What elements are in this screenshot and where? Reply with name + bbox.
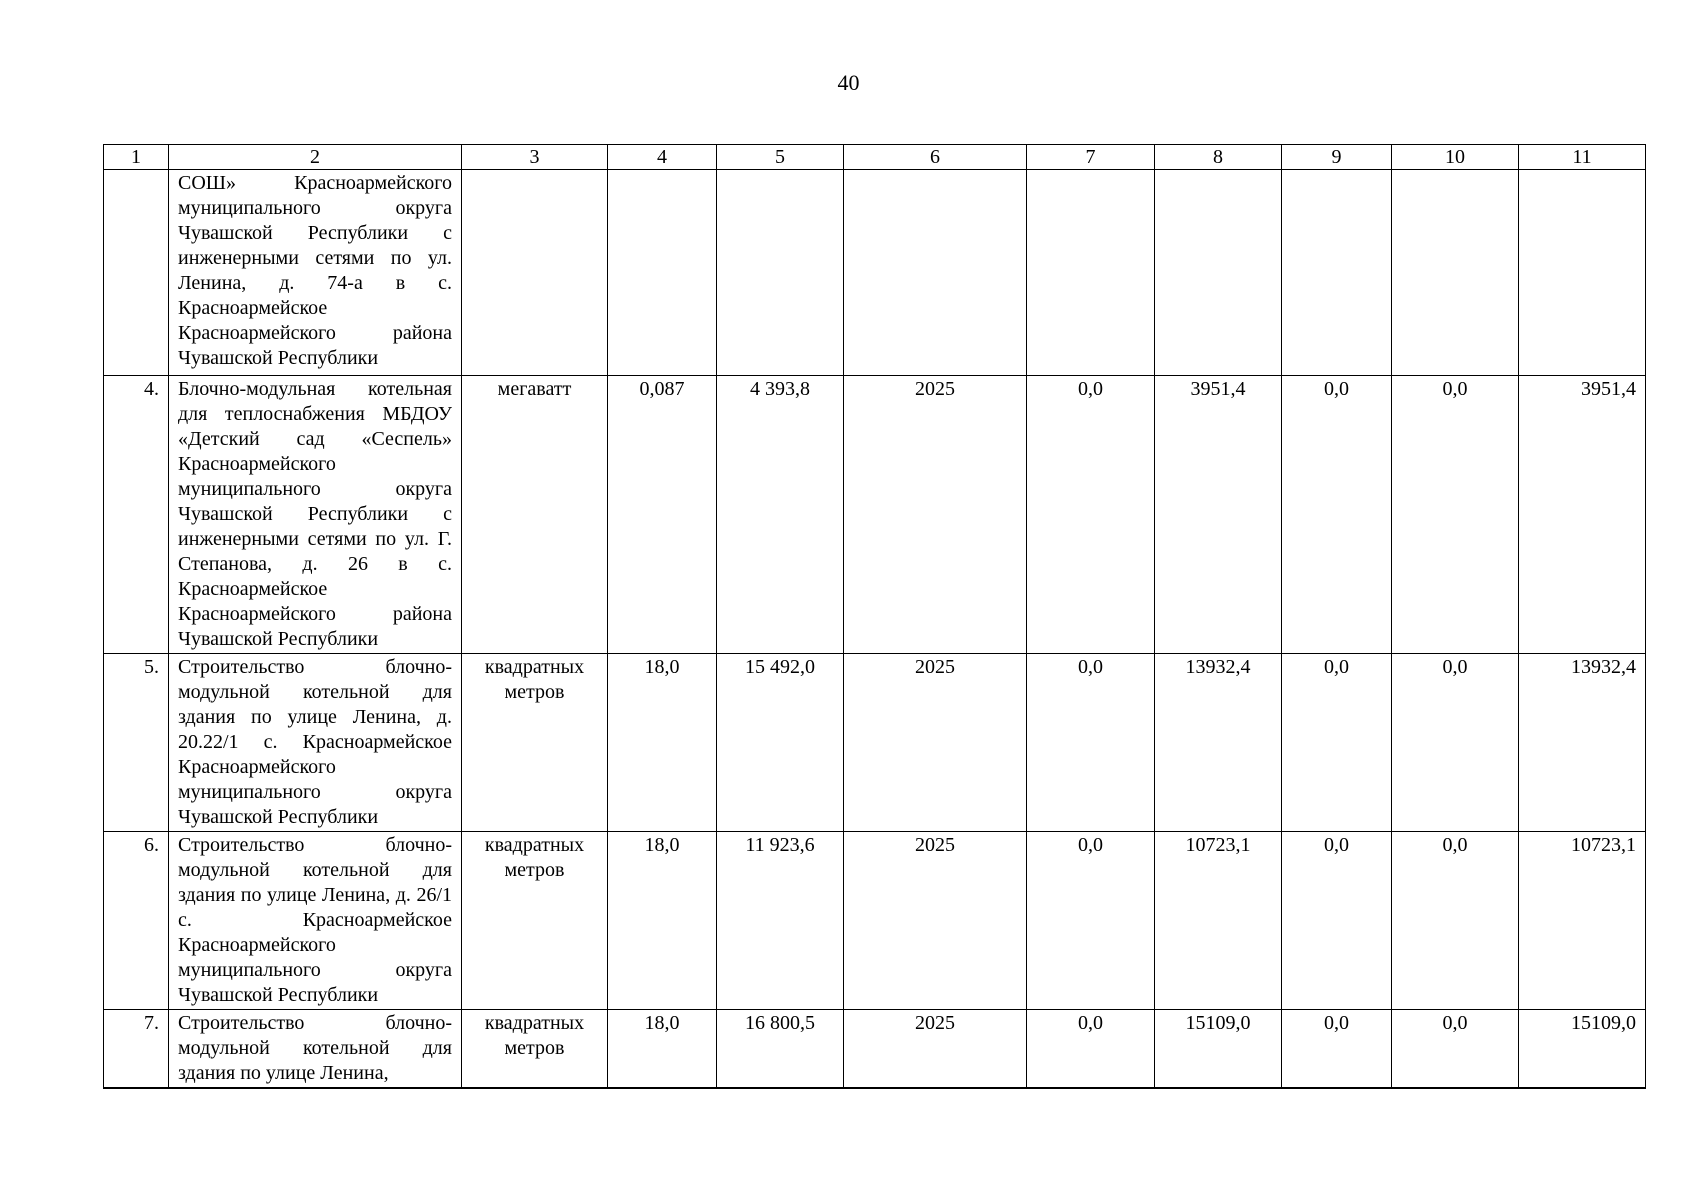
row-total: 15109,0 [1519,1010,1646,1089]
row-cost [717,170,844,376]
row-capacity: 0,087 [608,376,717,654]
row-col8: 10723,1 [1155,832,1282,1010]
row-unit: квадратных метров [462,654,608,832]
row-total: 3951,4 [1519,376,1646,654]
row-total: 13932,4 [1519,654,1646,832]
column-header: 5 [717,145,844,170]
row-number [104,170,169,376]
row-description: Строительство блочно- модульной котельной для здания по улице Ленина, д. 26/1 с. Красноармейское Красноармейского муниципального округа Чувашской Республики [169,832,462,1010]
row-number: 7. [104,1010,169,1089]
table-row [104,170,1646,376]
row-capacity: 18,0 [608,1010,717,1089]
row-number: 6. [104,832,169,1010]
row-col7: 0,0 [1027,376,1155,654]
row-col9: 0,0 [1282,1010,1392,1089]
table-row [104,832,1646,1010]
row-description: Строительство блочно- модульной котельной для здания по улице Ленина, д. 20.22/1 с. Красноармейское Красноармейского муниципального округа Чувашской Республики [169,654,462,832]
row-cost: 16 800,5 [717,1010,844,1089]
row-col10: 0,0 [1392,1010,1519,1089]
row-col10 [1392,170,1519,376]
row-col10: 0,0 [1392,654,1519,832]
column-header: 11 [1519,145,1646,170]
column-header: 7 [1027,145,1155,170]
row-cost: 15 492,0 [717,654,844,832]
table-header-row [104,145,1646,170]
row-year: 2025 [844,832,1027,1010]
row-col9: 0,0 [1282,654,1392,832]
row-col10: 0,0 [1392,376,1519,654]
table-row [104,1010,1646,1089]
row-description: СОШ» Красноармейского муниципального округа Чувашской Республики с инженерными сетями по ул. Ленина, д. 74-а в с. Красноармейское Красноармейского района Чувашской Республики [169,170,462,376]
page-number: 40 [837,70,860,95]
row-total: 10723,1 [1519,832,1646,1010]
row-unit: квадратных метров [462,832,608,1010]
row-col8: 15109,0 [1155,1010,1282,1089]
column-header: 1 [104,145,169,170]
row-description: Блочно-модульная котельная для теплоснабжения МБДОУ «Детский сад «Сеспель» Красноармейского муниципального округа Чувашской Республики с инженерными сетями по ул. Г. Степанова, д. 26 в с. Красноармейское Красноармейского района Чувашской Республики [169,376,462,654]
row-year [844,170,1027,376]
column-header: 3 [462,145,608,170]
row-number: 5. [104,654,169,832]
row-capacity: 18,0 [608,654,717,832]
column-header: 10 [1392,145,1519,170]
row-unit: квадратных метров [462,1010,608,1089]
column-header: 8 [1155,145,1282,170]
column-header: 9 [1282,145,1392,170]
column-header: 2 [169,145,462,170]
table-row [104,376,1646,654]
row-col8: 13932,4 [1155,654,1282,832]
row-capacity: 18,0 [608,832,717,1010]
data-table [103,144,1646,1089]
row-year: 2025 [844,1010,1027,1089]
row-cost: 4 393,8 [717,376,844,654]
row-col8 [1155,170,1282,376]
row-cost: 11 923,6 [717,832,844,1010]
row-col7: 0,0 [1027,832,1155,1010]
row-col9: 0,0 [1282,832,1392,1010]
row-unit: мегаватт [462,376,608,654]
row-col9: 0,0 [1282,376,1392,654]
row-col7 [1027,170,1155,376]
row-capacity [608,170,717,376]
row-number: 4. [104,376,169,654]
row-total [1519,170,1646,376]
row-col8: 3951,4 [1155,376,1282,654]
table-row [104,654,1646,832]
row-col10: 0,0 [1392,832,1519,1010]
row-col7: 0,0 [1027,1010,1155,1089]
column-header: 6 [844,145,1027,170]
row-year: 2025 [844,376,1027,654]
row-year: 2025 [844,654,1027,832]
row-unit [462,170,608,376]
row-description: Строительство блочно- модульной котельной для здания по улице Ленина, [169,1010,462,1089]
row-col9 [1282,170,1392,376]
column-header: 4 [608,145,717,170]
row-col7: 0,0 [1027,654,1155,832]
